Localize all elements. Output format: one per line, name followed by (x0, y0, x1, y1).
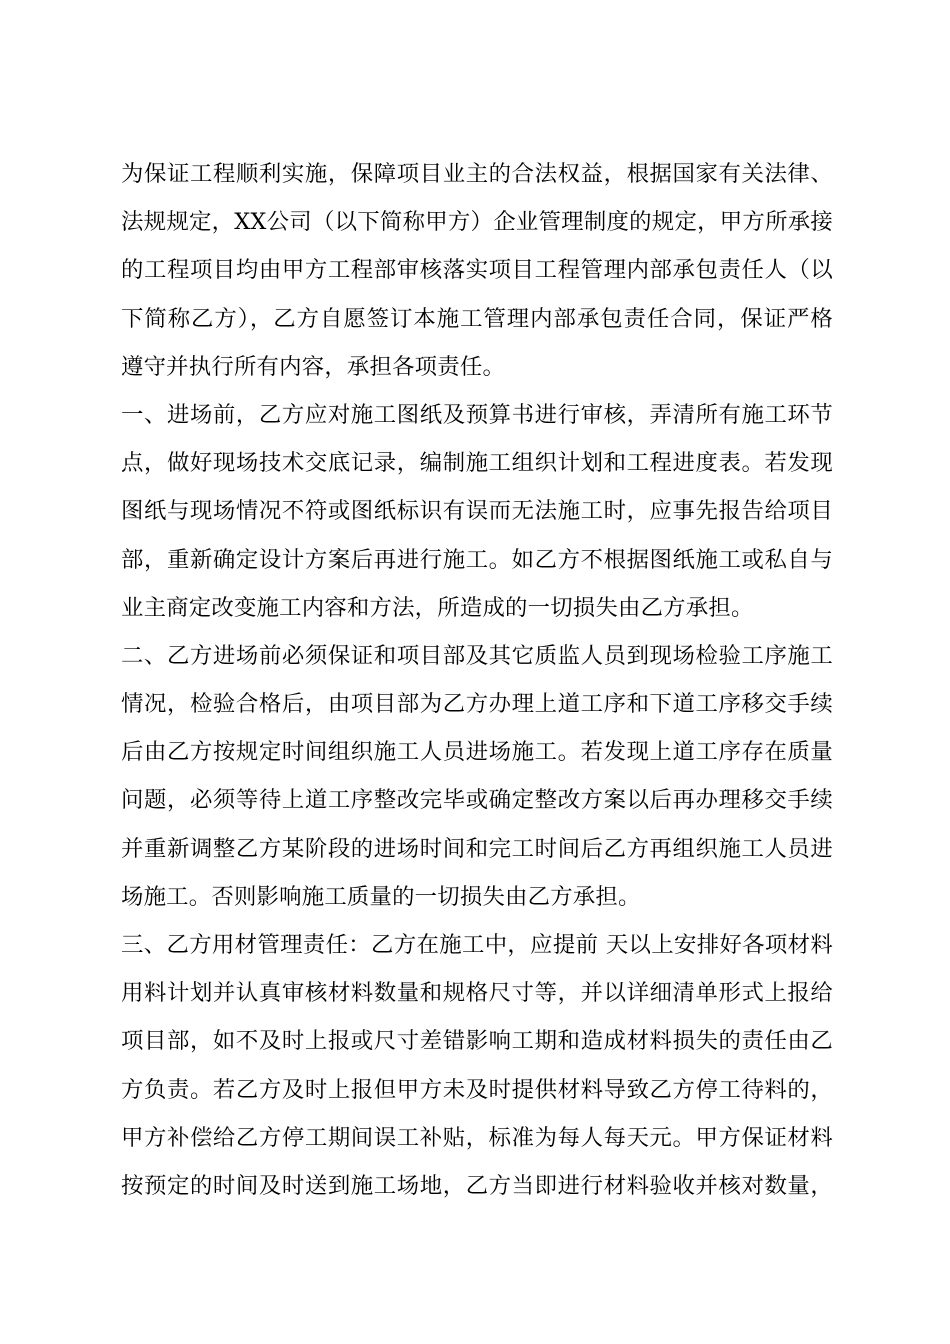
text-line-5: 遵守并执行所有内容，承担各项责任。 (121, 353, 506, 380)
text-line-11: 二、乙方进场前必须保证和项目部及其它质监人员到现场检验工序施工 (121, 642, 833, 669)
contract-body-text (121, 150, 833, 1210)
text-line-7: 点，做好现场技术交底记录，编制施工组织计划和工程进度表。若发现 (121, 450, 833, 477)
text-line-9: 部，重新确定设计方案后再进行施工。如乙方不根据图纸施工或私自与 (121, 546, 833, 573)
text-line-16: 场施工。否则影响施工质量的一切损失由乙方承担。 (121, 883, 641, 910)
text-line-17: 三、乙方用材管理责任：乙方在施工中，应提前 天以上安排好各项材料 (121, 932, 833, 958)
text-line-8: 图纸与现场情况不符或图纸标识有误而无法施工时，应事先报告给项目 (121, 498, 833, 525)
text-line-19: 项目部，如不及时上报或尺寸差错影响工期和造成材料损失的责任由乙 (121, 1028, 833, 1055)
text-line-20: 方负责。若乙方及时上报但甲方未及时提供材料导致乙方停工待料的， (121, 1076, 833, 1103)
text-line-6: 一、进场前，乙方应对施工图纸及预算书进行审核，弄清所有施工环节 (121, 401, 833, 428)
text-line-1: 为保证工程顺利实施，保障项目业主的合法权益，根据国家有关法律、 (121, 161, 833, 187)
text-line-4: 下简称乙方），乙方自愿签订本施工管理内部承包责任合同，保证严格 (121, 305, 833, 332)
text-line-21: 甲方补偿给乙方停工期间误工补贴，标准为每人每天元。甲方保证材料 (121, 1124, 833, 1151)
text-line-12: 情况，检验合格后，由项目部为乙方办理上道工序和下道工序移交手续 (121, 691, 833, 718)
text-line-14: 问题，必须等待上道工序整改完毕或确定整改方案以后再办理移交手续 (121, 787, 833, 814)
text-line-13: 后由乙方按规定时间组织施工人员进场施工。若发现上道工序存在质量 (121, 739, 833, 766)
text-line-2: 法规规定，XX公司（以下简称甲方）企业管理制度的规定，甲方所承接 (121, 209, 833, 236)
text-line-18: 用料计划并认真审核材料数量和规格尺寸等，并以详细清单形式上报给 (121, 980, 833, 1007)
text-line-22: 按预定的时间及时送到施工场地，乙方当即进行材料验收并核对数量， (121, 1172, 833, 1199)
text-line-10: 业主商定改变施工内容和方法，所造成的一切损失由乙方承担。 (121, 594, 754, 621)
text-line-3: 的工程项目均由甲方工程部审核落实项目工程管理内部承包责任人（以 (121, 257, 833, 284)
text-line-15: 并重新调整乙方某阶段的进场时间和完工时间后乙方再组织施工人员进 (121, 835, 833, 862)
